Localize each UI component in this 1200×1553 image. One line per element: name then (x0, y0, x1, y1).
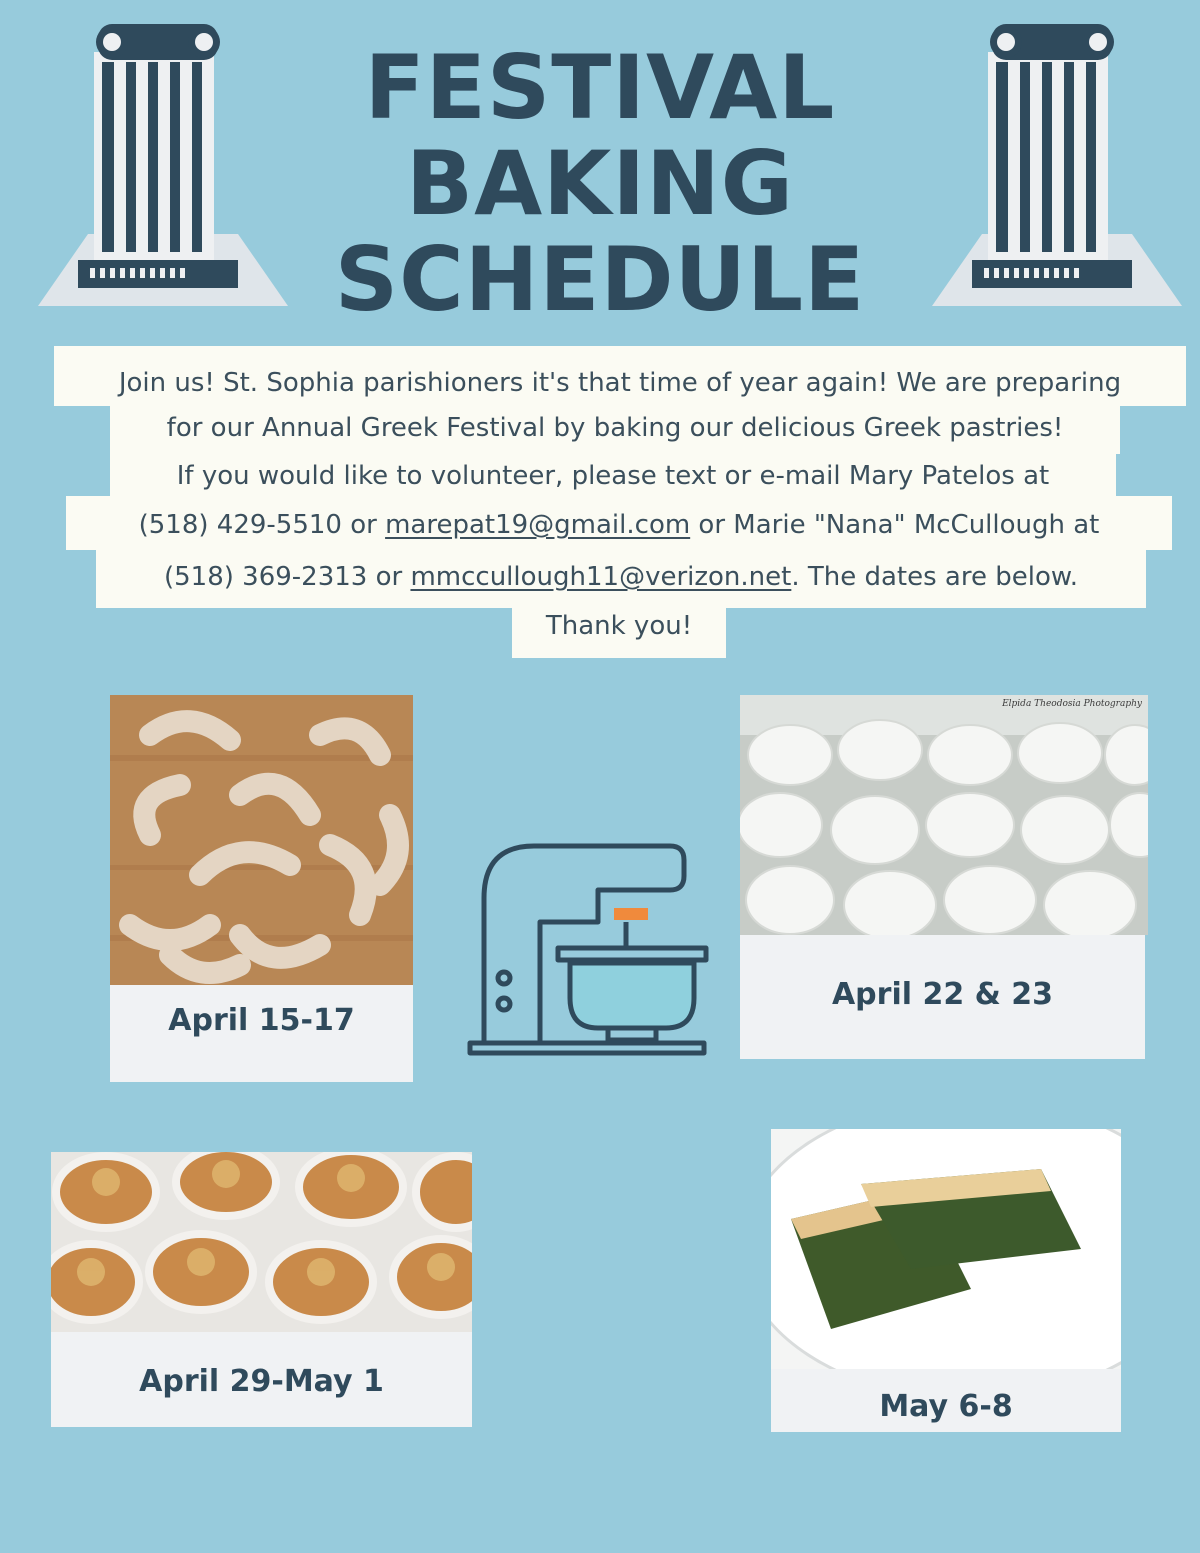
spanakopita-photo (771, 1129, 1121, 1369)
intro-line-3: If you would like to volunteer, please text or e-mail Mary Patelos at (110, 454, 1116, 498)
title-line-3: SCHEDULE (334, 228, 866, 331)
date-label-1: April 15-17 (168, 1003, 355, 1038)
schedule-card-4 (771, 1129, 1121, 1432)
title-line-1: FESTIVAL (364, 36, 836, 139)
title-line-2: BAKING (406, 132, 794, 235)
intro-line-6: Thank you! (512, 606, 726, 658)
intro-line-4: (518) 429-5510 or marepat19@gmail.com or Marie "Nana" McCullough at (66, 496, 1172, 550)
photo-credit: Elpida Theodosia Photography (1002, 699, 1142, 709)
powdered-cookies-photo (740, 695, 1148, 935)
intro-line-2: for our Annual Greek Festival by baking our delicious Greek pastries! (110, 406, 1120, 454)
date-label-2: April 22 & 23 (831, 977, 1054, 1012)
date-label-4: May 6-8 (879, 1389, 1013, 1424)
intro-line-1: Join us! St. Sophia parishioners it's that time of year again! We are preparing (54, 346, 1186, 406)
stand-mixer-icon (462, 838, 712, 1058)
schedule-card-1 (110, 695, 413, 1082)
page-title (330, 36, 870, 331)
right-column-icon (932, 24, 1182, 309)
date-label-3: April 29-May 1 (139, 1364, 384, 1399)
schedule-card-2 (740, 695, 1145, 1059)
melomakarona-photo (51, 1152, 472, 1332)
left-column-icon (38, 24, 288, 309)
email-link-mary[interactable]: marepat19@gmail.com (385, 510, 691, 540)
intro-line-5: (518) 369-2313 or mmccullough11@verizon.net. The dates are below. (96, 550, 1146, 608)
kourabiedes-photo (110, 695, 413, 985)
schedule-card-3 (51, 1152, 472, 1427)
email-link-marie[interactable]: mmccullough11@verizon.net (410, 562, 792, 592)
